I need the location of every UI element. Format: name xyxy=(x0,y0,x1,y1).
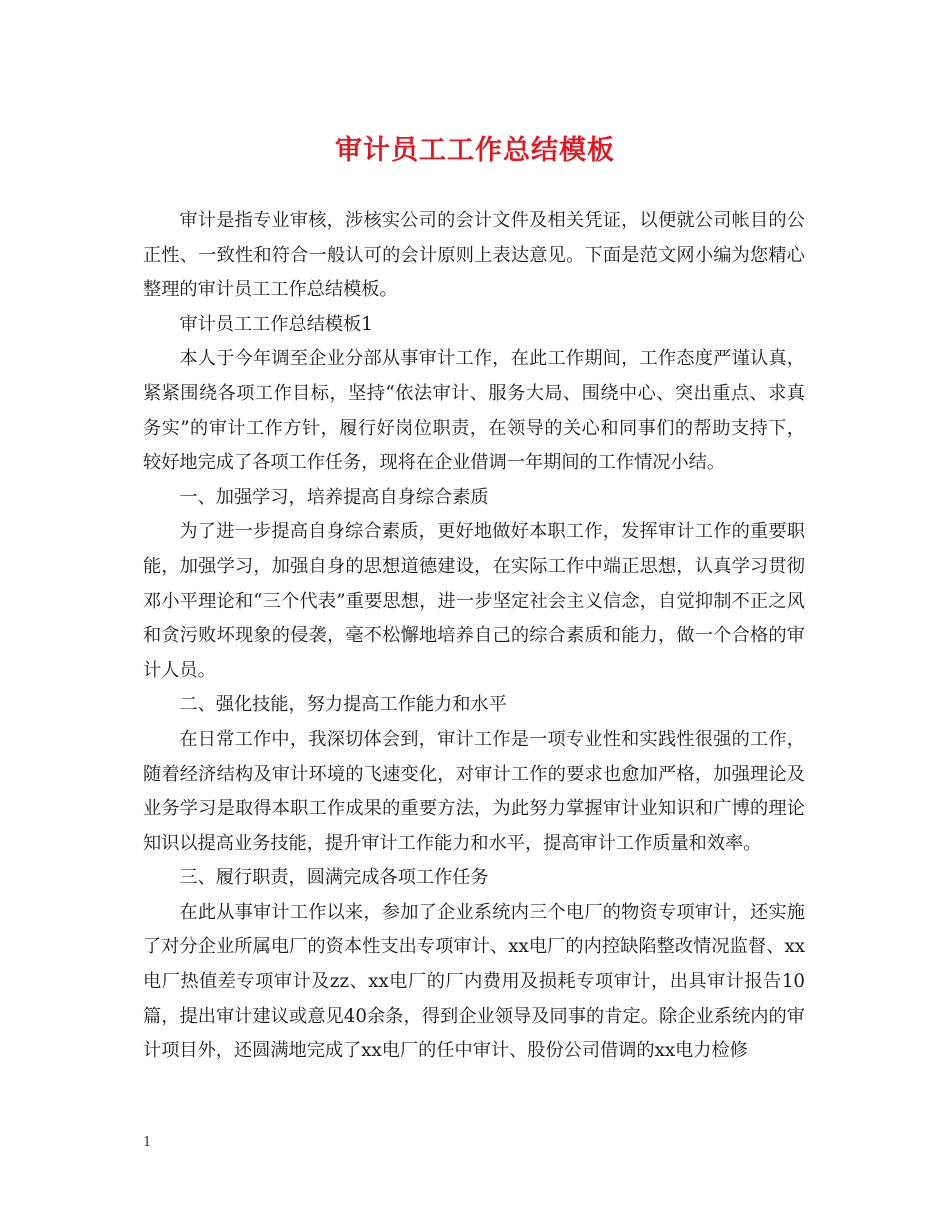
section-heading-1: 一、加强学习，培养提高自身综合素质 xyxy=(179,486,489,508)
page-number: 1 xyxy=(143,1135,152,1150)
intro-paragraph: 审计是指专业审核，涉核实公司的会计文件及相关凭证，以便就公司帐目的公正性、一致性和符合一般认可的会计原则上表达意见。下面是范文网小编为您精心整理的审计员工工作总结模板。 xyxy=(143,210,805,301)
template-heading: 审计员工工作总结模板1 xyxy=(179,313,373,335)
summary-paragraph: 本人于今年调至企业分部从事审计工作，在此工作期间，工作态度严谨认真，紧紧围绕各项工作目标，坚持“依法审计、服务大局、围绕中心、突出重点、求真务实”的审计工作方针，履行好岗位职责，在领导的关心和同事们的帮助支持下，较好地完成了各项工作任务，现将在企业借调一年期间的工作情况小结。 xyxy=(143,348,805,474)
section-paragraph-3: 在此从事审计工作以来，参加了企业系统内三个电厂的物资专项审计，还实施了对分企业所属电厂的资本性支出专项审计、xx电厂的内控缺陷整改情况监督、xx电厂热值差专项审计及zz、xx电厂的厂内费用及损耗专项审计，出具审计报告10篇，提出审计建议或意见40余条，得到企业领导及同事的肯定。除企业系统内的审计项目外，还圆满地完成了xx电厂的任中审计、股份公司借调的xx电力检修 xyxy=(143,901,805,1062)
document-body xyxy=(143,204,805,1069)
section-paragraph-1: 为了进一步提高自身综合素质，更好地做好本职工作，发挥审计工作的重要职能，加强学习，加强自身的思想道德建设，在实际工作中端正思想，认真学习贯彻邓小平理论和“三个代表”重要思想，进一步坚定社会主义信念，自觉抑制不正之风和贪污败坏现象的侵袭，毫不松懈地培养自己的综合素质和能力，做一个合格的审计人员。 xyxy=(143,521,805,681)
section-heading-3: 三、履行职责，圆满完成各项工作任务 xyxy=(179,867,489,889)
section-paragraph-2: 在日常工作中，我深切体会到，审计工作是一项专业性和实践性很强的工作，随着经济结构及审计环境的飞速变化，对审计工作的要求也愈加严格，加强理论及业务学习是取得本职工作成果的重要方法，为此努力掌握审计业知识和广博的理论知识以提高业务技能，提升审计工作能力和水平，提高审计工作质量和效率。 xyxy=(143,728,805,854)
section-heading-2: 二、强化技能，努力提高工作能力和水平 xyxy=(179,694,507,716)
document-title: 审计员工工作总结模板 xyxy=(335,135,615,166)
